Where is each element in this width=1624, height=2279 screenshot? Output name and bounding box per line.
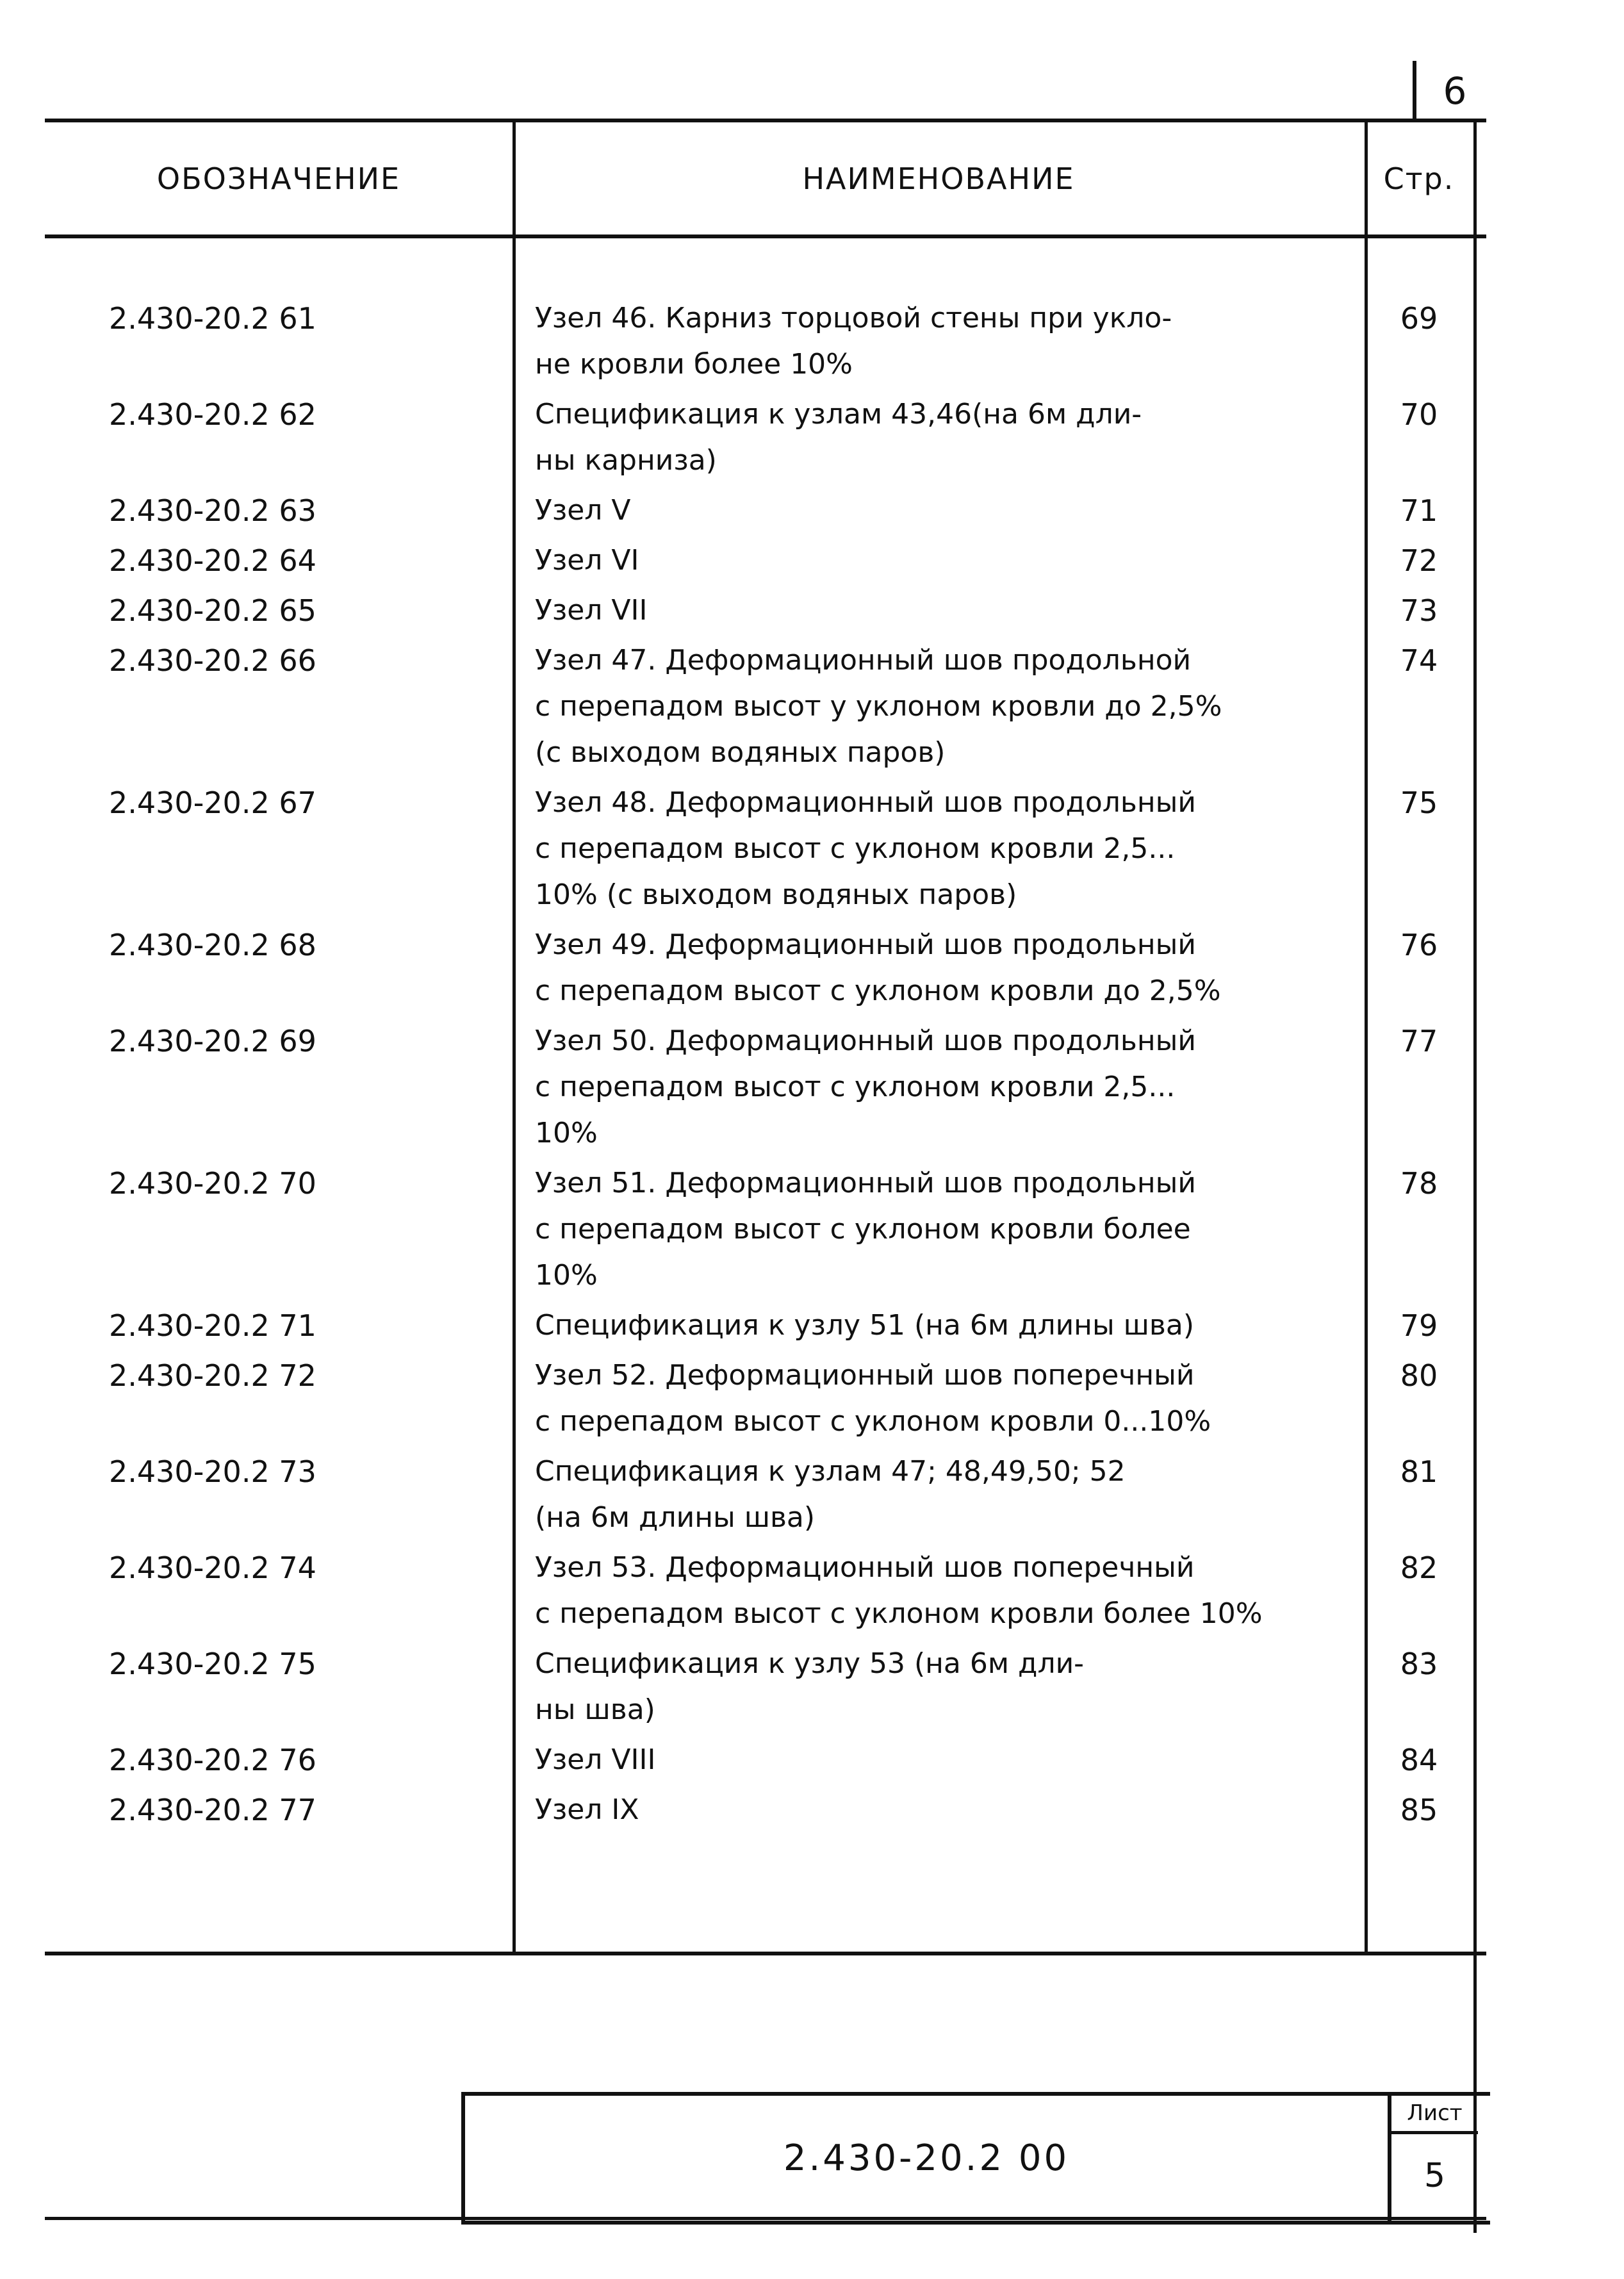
row-designation: 2.430-20.2 75 bbox=[109, 1647, 316, 1681]
bottom-rule bbox=[45, 2217, 1486, 2220]
row-page: 74 bbox=[1400, 643, 1438, 678]
table-row bbox=[45, 295, 1486, 388]
row-name-line: Узел 48. Деформационный шов продольный bbox=[535, 786, 1196, 819]
row-designation: 2.430-20.2 69 bbox=[109, 1024, 316, 1058]
table-row bbox=[45, 1303, 1486, 1349]
row-name-line: 10% (с выходом водяных паров) bbox=[535, 878, 1017, 911]
row-name-line: Спецификация к узлам 43,46(на 6м дли- bbox=[535, 398, 1142, 431]
row-designation: 2.430-20.2 77 bbox=[109, 1793, 316, 1827]
row-page: 69 bbox=[1400, 301, 1438, 336]
row-name-line: Спецификация к узлу 53 (на 6м дли- bbox=[535, 1647, 1085, 1680]
row-name-line: с перепадом высот у уклоном кровли до 2,5% bbox=[535, 690, 1222, 723]
row-name-line: Узел 46. Карниз торцовой стены при укло- bbox=[535, 302, 1172, 334]
row-page: 75 bbox=[1400, 786, 1438, 820]
header-name: НАИМЕНОВАНИЕ bbox=[802, 161, 1075, 196]
row-designation: 2.430-20.2 74 bbox=[109, 1551, 316, 1585]
table-row bbox=[45, 922, 1486, 1014]
row-page: 81 bbox=[1400, 1454, 1438, 1489]
row-name-line: с перепадом высот с уклоном кровли 0...10% bbox=[535, 1405, 1211, 1438]
row-name-line: Спецификация к узлам 47; 48,49,50; 52 bbox=[535, 1455, 1126, 1488]
row-name-line: Узел 51. Деформационный шов продольный bbox=[535, 1167, 1196, 1199]
row-name bbox=[513, 1353, 1365, 1445]
table-row bbox=[45, 1641, 1486, 1733]
row-name bbox=[513, 1787, 1365, 1833]
row-name-line: Спецификация к узлу 51 (на 6м длины шва) bbox=[535, 1309, 1194, 1342]
row-name-line: 10% bbox=[535, 1117, 598, 1149]
table-row bbox=[45, 1545, 1486, 1637]
row-designation: 2.430-20.2 68 bbox=[109, 928, 316, 962]
row-name-line: (на 6м длины шва) bbox=[535, 1501, 816, 1534]
table-row bbox=[45, 1160, 1486, 1299]
row-name-line: Узел 52. Деформационный шов поперечный bbox=[535, 1359, 1195, 1392]
row-name-line: Узел VII bbox=[535, 594, 648, 627]
table-row bbox=[45, 1449, 1486, 1541]
row-name bbox=[513, 780, 1365, 918]
row-name bbox=[513, 638, 1365, 776]
table-row bbox=[45, 1353, 1486, 1445]
row-name bbox=[513, 588, 1365, 634]
row-name-line: Узел 47. Деформационный шов продольной bbox=[535, 644, 1192, 677]
row-name-line: 10% bbox=[535, 1259, 598, 1292]
row-page: 80 bbox=[1400, 1358, 1438, 1393]
row-designation: 2.430-20.2 73 bbox=[109, 1454, 316, 1489]
row-name bbox=[513, 295, 1365, 388]
row-designation: 2.430-20.2 67 bbox=[109, 786, 316, 820]
sheet-label: Лист bbox=[1391, 2096, 1478, 2134]
header-designation: ОБОЗНАЧЕНИЕ bbox=[156, 161, 401, 196]
row-designation: 2.430-20.2 61 bbox=[109, 301, 316, 336]
row-name bbox=[513, 1449, 1365, 1541]
row-page: 84 bbox=[1400, 1743, 1438, 1777]
row-name-line: не кровли более 10% bbox=[535, 348, 853, 381]
row-name bbox=[513, 391, 1365, 484]
row-page: 70 bbox=[1400, 397, 1438, 432]
sheet-box bbox=[1388, 2096, 1478, 2221]
row-name-line: ны шва) bbox=[535, 1693, 655, 1726]
row-page: 85 bbox=[1400, 1793, 1438, 1827]
header-page: Стр. bbox=[1383, 161, 1455, 196]
row-page: 73 bbox=[1400, 593, 1438, 628]
table-row bbox=[45, 638, 1486, 776]
row-designation: 2.430-20.2 72 bbox=[109, 1358, 316, 1393]
row-name-line: Узел 53. Деформационный шов поперечный bbox=[535, 1551, 1195, 1584]
row-name bbox=[513, 1303, 1365, 1349]
row-name-line: Узел V bbox=[535, 494, 631, 527]
row-name bbox=[513, 1545, 1365, 1637]
row-name bbox=[513, 1737, 1365, 1783]
row-name bbox=[513, 538, 1365, 584]
row-page: 78 bbox=[1400, 1166, 1438, 1201]
table-row bbox=[45, 538, 1486, 584]
table-row bbox=[45, 1787, 1486, 1833]
row-name bbox=[513, 922, 1365, 1014]
row-name bbox=[513, 488, 1365, 534]
row-name-line: Узел VI bbox=[535, 544, 639, 577]
table-row bbox=[45, 780, 1486, 918]
table-row bbox=[45, 588, 1486, 634]
row-name-line: ны карниза) bbox=[535, 444, 717, 477]
row-designation: 2.430-20.2 65 bbox=[109, 593, 316, 628]
row-name-line: Узел VIII bbox=[535, 1743, 656, 1776]
row-designation: 2.430-20.2 62 bbox=[109, 397, 316, 432]
row-name-line: с перепадом высот с уклоном кровли 2,5... bbox=[535, 1071, 1176, 1103]
row-designation: 2.430-20.2 63 bbox=[109, 493, 316, 528]
row-name bbox=[513, 1160, 1365, 1299]
document-code: 2.430-20.2 00 bbox=[783, 2137, 1070, 2179]
row-name-line: с перепадом высот с уклоном кровли более bbox=[535, 1213, 1191, 1246]
row-name-line: с перепадом высот с уклоном кровли более 10% bbox=[535, 1597, 1263, 1630]
table-body bbox=[45, 295, 1486, 1837]
row-name-line: Узел 49. Деформационный шов продольный bbox=[535, 928, 1196, 961]
row-designation: 2.430-20.2 71 bbox=[109, 1308, 316, 1343]
row-page: 72 bbox=[1400, 543, 1438, 578]
row-name bbox=[513, 1641, 1365, 1733]
table-row bbox=[45, 1737, 1486, 1783]
row-name-line: Узел IX bbox=[535, 1793, 639, 1826]
row-page: 71 bbox=[1400, 493, 1438, 528]
contents-table bbox=[45, 119, 1486, 1955]
row-page: 83 bbox=[1400, 1647, 1438, 1681]
row-name-line: с перепадом высот с уклоном кровли до 2,5% bbox=[535, 975, 1221, 1007]
row-designation: 2.430-20.2 70 bbox=[109, 1166, 316, 1201]
table-header bbox=[45, 122, 1486, 238]
row-page: 77 bbox=[1400, 1024, 1438, 1058]
row-page: 82 bbox=[1400, 1551, 1438, 1585]
row-designation: 2.430-20.2 66 bbox=[109, 643, 316, 678]
row-name-line: Узел 50. Деформационный шов продольный bbox=[535, 1024, 1196, 1057]
row-name-line: с перепадом высот с уклоном кровли 2,5... bbox=[535, 832, 1176, 865]
title-block bbox=[461, 2092, 1490, 2225]
row-name-line: (с выходом водяных паров) bbox=[535, 736, 946, 769]
sheet-number: 5 bbox=[1423, 2157, 1446, 2195]
table-row bbox=[45, 1018, 1486, 1156]
row-name bbox=[513, 1018, 1365, 1156]
row-page: 76 bbox=[1400, 928, 1438, 962]
row-designation: 2.430-20.2 76 bbox=[109, 1743, 316, 1777]
page-number: 6 bbox=[1413, 61, 1493, 122]
row-page: 79 bbox=[1400, 1308, 1438, 1343]
table-row bbox=[45, 391, 1486, 484]
table-row bbox=[45, 488, 1486, 534]
row-designation: 2.430-20.2 64 bbox=[109, 543, 316, 578]
